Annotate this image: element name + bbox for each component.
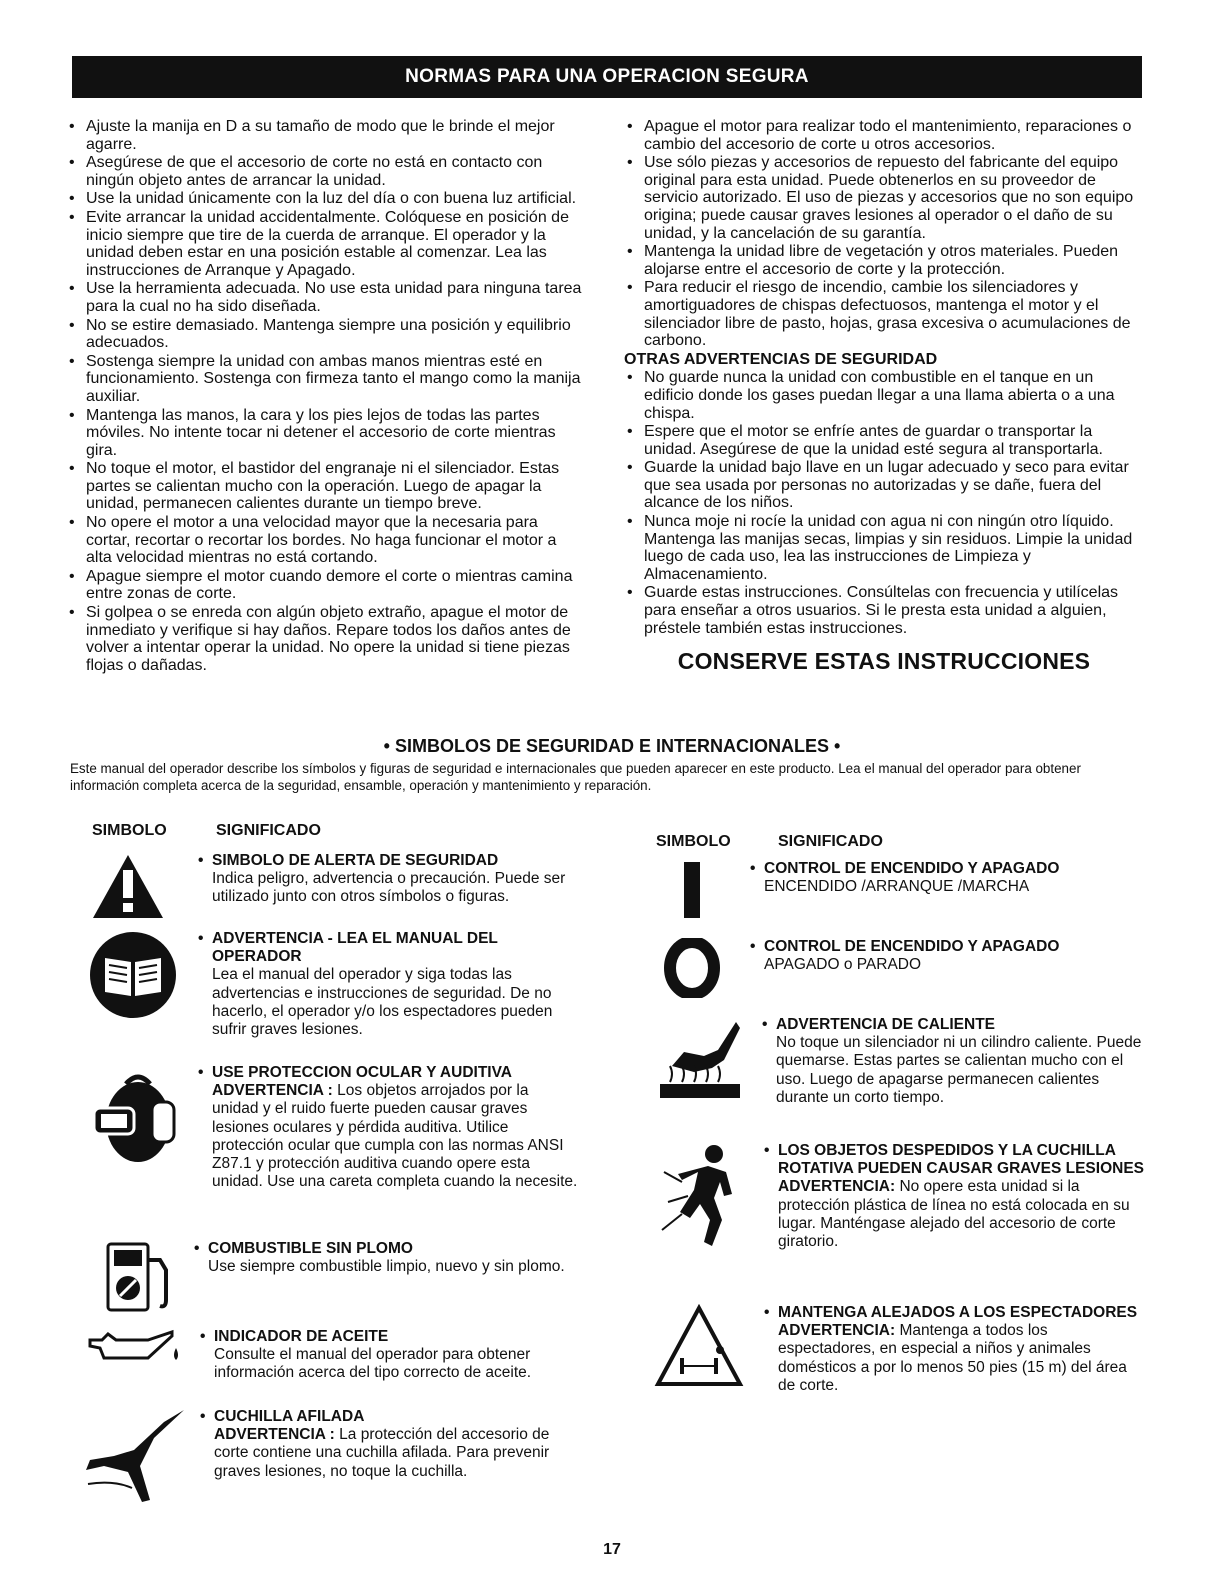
symbol-title: • CONTROL DE ENCENDIDO Y APAGADO <box>750 938 1130 956</box>
thrown-objects-icon <box>660 1142 746 1252</box>
list-item: • Para reducir el riesgo de incendio, cambie los silenciadores y amortiguadores de chispas defectuosos, mantenga el motor y el silenciador libre de pasto, hojas, grasa excesiva o acumulaciones de carbono. <box>624 279 1144 349</box>
symbol-title: • LOS OBJETOS DESPEDIDOS Y LA CUCHILLA ROTATIVA PUEDEN CAUSAR GRAVES LESIONES <box>764 1142 1144 1178</box>
list-item: • Apague siempre el motor cuando demore el corte o mientras camina entre zonas de corte. <box>66 568 582 603</box>
left-bullet-list <box>66 118 582 674</box>
right-column <box>624 118 1144 675</box>
symbol-body-text: Los objetos arrojados por la unidad y el ruido fuerte pueden causar graves lesiones oculares y pérdida auditiva. Utilice protección ocular que cumpla con las normas ANSI Z87.1 y protección auditiva cuando opere esta unidad. Use una careta completa cuando la necesite. <box>212 1082 578 1191</box>
symbol-body: ENCENDIDO /ARRANQUE /MARCHA <box>764 878 1030 896</box>
symbol-title: • COMBUSTIBLE SIN PLOMO <box>194 1240 574 1258</box>
alert-triangle-icon <box>90 852 166 922</box>
list-item: • Mantenga la unidad libre de vegetación y otros materiales. Pueden alojarse entre el accesorio de corte y la protección. <box>624 243 1144 278</box>
right-bullet-list <box>624 118 1144 350</box>
symbol-title: • SIMBOLO DE ALERTA DE SEGURIDAD <box>198 852 578 870</box>
section-banner: NORMAS PARA UNA OPERACION SEGURA <box>72 56 1142 98</box>
conserve-heading: CONSERVE ESTAS INSTRUCCIONES <box>677 648 1091 675</box>
list-item: • No se estire demasiado. Mantenga siempre una posición y equilibrio adecuados. <box>66 317 582 352</box>
list-item: • Use la herramienta adecuada. No use esta unidad para ninguna tarea para la cual no ha sido diseñada. <box>66 280 582 315</box>
list-item: • Sostenga siempre la unidad con ambas manos mientras esté en funcionamiento. Sostenga con firmeza tanto el mango como la manija auxiliar. <box>66 353 582 406</box>
symbol-body: Indica peligro, advertencia o precaución. Puede ser utilizado junto con otros símbolos o figuras. <box>212 870 566 906</box>
header-meaning-right: SIGNIFICADO <box>778 833 883 850</box>
symbol-body-text: Mantenga a todos los espectadores, en especial a niños y animales domésticos a por lo menos 50 pies (15 m) del área de corte. <box>778 1322 1127 1394</box>
symbol-body: Use siempre combustible limpio, nuevo y sin plomo. <box>208 1258 565 1276</box>
symbol-body <box>764 1178 1144 1251</box>
symbol-body: Consulte el manual del operador para obtener información acerca del tipo correcto de aceite. <box>214 1346 532 1382</box>
warning-label: ADVERTENCIA: <box>778 1178 896 1196</box>
symbols-title: • SIMBOLOS DE SEGURIDAD E INTERNACIONALES • <box>383 736 841 756</box>
symbol-body: Lea el manual del operador y siga todas las advertencias e instrucciones de seguridad. De no hacerlo, el operador y/o los espectadores pueden sufrir graves lesiones. <box>212 966 553 1039</box>
hot-surface-icon <box>660 1016 744 1106</box>
symbols-intro: Este manual del operador describe los símbolos y figuras de seguridad e internacionales que pueden aparecer en este producto. Lea el manual del operador para obtener información completa acerca de la seguridad, ensamble, operación y mantenimiento y reparación. <box>70 761 1081 793</box>
power-off-icon <box>662 938 722 998</box>
symbol-body-text: No opere esta unidad si la protección plástica de línea no está colocada en su lugar. Manténgase alejado del accesorio de corte giratorio. <box>778 1178 1130 1251</box>
list-item: • No opere el motor a una velocidad mayor que la necesaria para cortar, recortar o recortar los bordes. No haga funcionar el motor a alta velocidad mientras no está cortando. <box>66 514 582 567</box>
symbol-title: • USE PROTECCION OCULAR Y AUDITIVA <box>198 1064 578 1082</box>
eye-ear-protection-icon <box>86 1064 182 1174</box>
symbol-title: • CONTROL DE ENCENDIDO Y APAGADO <box>750 860 1130 878</box>
warning-label: ADVERTENCIA : <box>214 1426 335 1444</box>
oil-can-icon <box>86 1328 182 1368</box>
symbol-body: APAGADO o PARADO <box>764 956 922 974</box>
symbol-title: • INDICADOR DE ACEITE <box>200 1328 580 1346</box>
symbol-title: • ADVERTENCIA DE CALIENTE <box>762 1016 1142 1034</box>
symbol-body <box>198 1082 578 1191</box>
list-item: • Si golpea o se enreda con algún objeto extraño, apague el motor de inmediato y verifique si hay daños. Repare todos los daños antes de volver a intentar operar la unidad. No opere la unidad si tiene piezas flojas o dañadas. <box>66 604 582 674</box>
fuel-pump-icon <box>104 1240 176 1314</box>
sharp-blade-icon <box>84 1408 194 1504</box>
list-item: • Espere que el motor se enfríe antes de guardar o transportar la unidad. Asegúrese de que la unidad esté segura al transportarla. <box>624 423 1144 458</box>
list-item: • Evite arrancar la unidad accidentalmente. Colóquese en posición de inicio siempre que tire de la cuerda de arranque. El operador y la unidad deben estar en una posición estable al comenzar. Lea las instrucciones de Arranque y Apagado. <box>66 209 582 279</box>
list-item: • Guarde la unidad bajo llave en un lugar adecuado y seco para evitar que sea usada por personas no autorizadas y se dañe, fuera del alcance de los niños. <box>624 459 1144 512</box>
symbol-body: No toque un silenciador ni un cilindro caliente. Puede quemarse. Estas partes se calientan mucho con el uso. Luego de apagarse permanecen calientes durante un corto tiempo. <box>776 1034 1142 1106</box>
warning-label: ADVERTENCIA: <box>778 1322 896 1340</box>
page-number: 17 <box>603 1541 621 1558</box>
list-item: • Use sólo piezas y accesorios de repuesto del fabricante del equipo original para esta unidad. Puede obtenerlos en su proveedor de servicio autorizado. El uso de piezas y accesorios que no son equipo origina; puede causar graves lesiones al operador o el daño de su unidad, y la cancelación de su garantía. <box>624 154 1144 242</box>
list-item: • Apague el motor para realizar todo el mantenimiento, reparaciones o cambio del accesorio de corte u otros accesorios. <box>624 118 1144 153</box>
symbol-title: • ADVERTENCIA - LEA EL MANUAL DEL OPERADOR <box>198 930 578 966</box>
list-item: • Ajuste la manija en D a su tamaño de modo que le brinde el mejor agarre. <box>66 118 582 153</box>
header-symbol-left: SIMBOLO <box>92 822 167 839</box>
list-item: • Asegúrese de que el accesorio de corte no está en contacto con ningún objeto antes de arrancar la unidad. <box>66 154 582 189</box>
read-manual-icon <box>88 930 178 1020</box>
list-item: • Nunca moje ni rocíe la unidad con agua ni con ningún otro líquido. Mantenga las manijas secas, limpias y sin residuos. Limpie la unidad luego de cada uso, lea las instrucciones de Limpieza y Almacenamiento. <box>624 513 1144 583</box>
symbol-body <box>764 1322 1146 1395</box>
warning-label: ADVERTENCIA : <box>212 1082 333 1100</box>
list-item: • No guarde nunca la unidad con combustible en el tanque en un edificio donde los gases puedan llegar a una llama abierta o a una chispa. <box>624 369 1144 422</box>
symbol-body-text: La protección del accesorio de corte contiene una cuchilla afilada. Para prevenir graves lesiones, no toque la cuchilla. <box>214 1426 550 1480</box>
list-item: • Use la unidad únicamente con la luz del día o con buena luz artificial. <box>66 190 582 208</box>
header-symbol-right: SIMBOLO <box>656 833 731 850</box>
list-item: • Mantenga las manos, la cara y los pies lejos de todas las partes móviles. No intente tocar ni detener el accesorio de corte mientras gira. <box>66 407 582 460</box>
left-column <box>66 118 582 675</box>
list-item: • No toque el motor, el bastidor del engranaje ni el silenciador. Estas partes se calientan mucho con la operación. Luego de apagar la unidad, permanecen calientes durante un tiempo breve. <box>66 460 582 513</box>
header-meaning-left: SIGNIFICADO <box>216 822 321 839</box>
other-warnings-heading: OTRAS ADVERTENCIAS DE SEGURIDAD <box>624 350 938 368</box>
other-bullet-list <box>624 369 1144 637</box>
symbol-title: • CUCHILLA AFILADA <box>200 1408 580 1426</box>
symbol-title: • MANTENGA ALEJADOS A LOS ESPECTADORES <box>764 1304 1146 1322</box>
keep-bystanders-away-icon <box>654 1304 744 1388</box>
symbol-body <box>200 1426 580 1481</box>
power-on-icon <box>662 860 722 920</box>
list-item: • Guarde estas instrucciones. Consúltelas con frecuencia y utilícelas para enseñar a otros usuarios. Si le presta esta unidad a alguien, préstele también estas instrucciones. <box>624 584 1144 637</box>
